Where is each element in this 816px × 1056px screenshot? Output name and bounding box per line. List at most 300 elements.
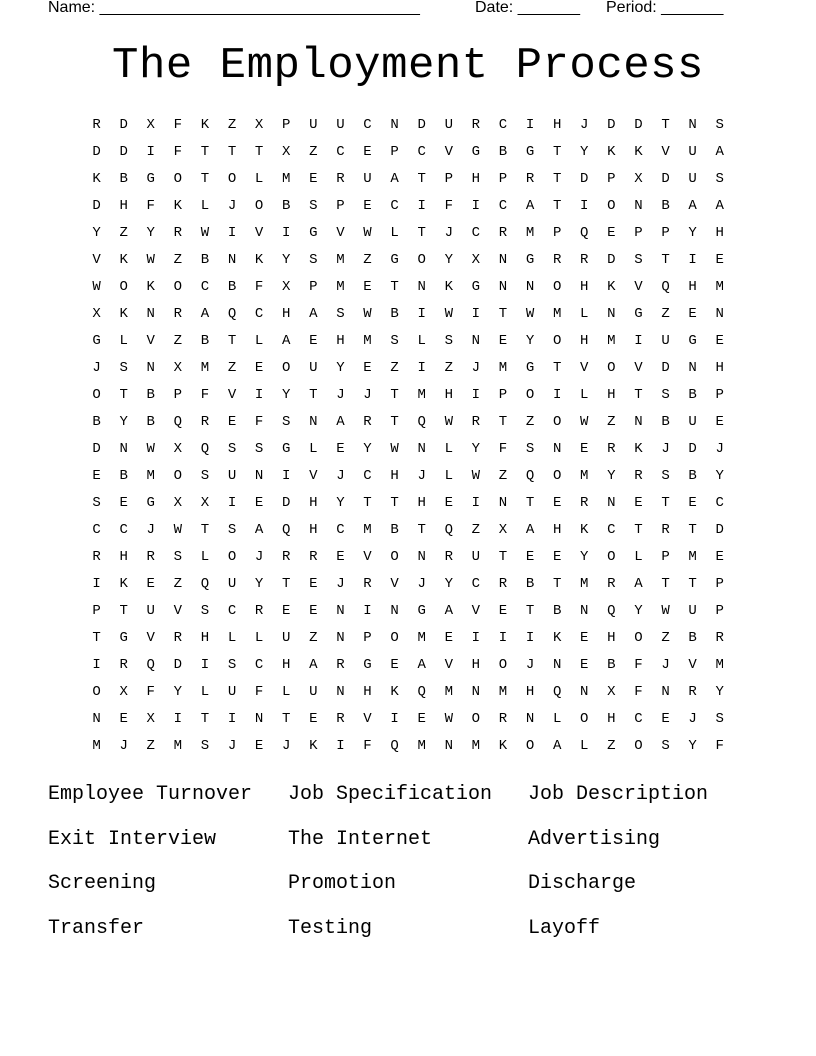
grid-letter: P bbox=[498, 387, 508, 403]
grid-letter: O bbox=[227, 171, 237, 187]
grid-letter: O bbox=[498, 657, 508, 673]
grid-letter: V bbox=[309, 468, 318, 484]
grid-letter: K bbox=[607, 144, 616, 160]
grid-letter: M bbox=[607, 333, 616, 349]
grid-letter: H bbox=[580, 279, 589, 295]
grid-letter: E bbox=[282, 603, 291, 619]
grid-letter: G bbox=[390, 252, 399, 268]
word-bank-item: Job Description bbox=[528, 783, 709, 806]
grid-letter: R bbox=[580, 252, 589, 268]
grid-letter: W bbox=[146, 252, 155, 268]
grid-letter: Q bbox=[417, 414, 426, 430]
grid-letter: K bbox=[119, 252, 128, 268]
grid-letter: B bbox=[200, 252, 210, 268]
grid-letter: Q bbox=[227, 306, 237, 322]
grid-letter: Y bbox=[92, 225, 101, 241]
grid-letter: V bbox=[444, 144, 453, 160]
grid-letter: T bbox=[282, 576, 291, 592]
grid-letter: P bbox=[552, 225, 562, 241]
grid-letter: E bbox=[634, 495, 643, 511]
grid-letter: G bbox=[525, 144, 535, 160]
grid-letter: S bbox=[444, 333, 453, 349]
grid-letter: T bbox=[119, 603, 128, 619]
grid-letter: S bbox=[715, 711, 724, 727]
grid-letter: H bbox=[390, 468, 399, 484]
grid-letter: Z bbox=[146, 738, 155, 754]
grid-letter: W bbox=[444, 711, 453, 727]
grid-letter: M bbox=[417, 630, 426, 646]
grid-letter: C bbox=[471, 576, 481, 592]
grid-letter: P bbox=[444, 171, 453, 187]
grid-letter: N bbox=[417, 549, 426, 565]
grid-letter: N bbox=[498, 279, 508, 295]
grid-letter: T bbox=[282, 711, 291, 727]
grid-letter: O bbox=[227, 549, 237, 565]
grid-letter: R bbox=[580, 495, 589, 511]
grid-letter: R bbox=[498, 576, 508, 592]
grid-letter: Q bbox=[200, 576, 210, 592]
grid-letter: N bbox=[471, 684, 481, 700]
grid-letter: U bbox=[688, 414, 697, 430]
grid-letter: U bbox=[336, 117, 345, 133]
word-bank-item: Testing bbox=[288, 916, 373, 940]
grid-letter: G bbox=[688, 333, 697, 349]
grid-letter: G bbox=[146, 171, 155, 187]
grid-letter: R bbox=[336, 171, 345, 187]
grid-letter: K bbox=[146, 279, 155, 295]
grid-letter: M bbox=[580, 468, 589, 484]
grid-letter: C bbox=[715, 495, 724, 511]
grid-letter: S bbox=[227, 657, 237, 673]
grid-letter: R bbox=[173, 306, 183, 322]
grid-letter: M bbox=[336, 279, 345, 295]
grid-letter: E bbox=[254, 360, 264, 376]
grid-letter: N bbox=[552, 657, 562, 673]
grid-letter: W bbox=[444, 414, 453, 430]
grid-letter: L bbox=[309, 441, 318, 457]
grid-letter: V bbox=[146, 630, 155, 646]
grid-letter: K bbox=[580, 522, 589, 538]
grid-letter: B bbox=[227, 279, 237, 295]
grid-letter: T bbox=[254, 144, 264, 160]
grid-letter: S bbox=[390, 333, 399, 349]
grid-letter: M bbox=[444, 684, 453, 700]
grid-letter: I bbox=[227, 225, 237, 241]
grid-letter: D bbox=[661, 360, 670, 376]
grid-letter: L bbox=[444, 441, 453, 457]
grid-letter: C bbox=[254, 306, 264, 322]
grid-row bbox=[83, 301, 733, 328]
grid-letter: K bbox=[309, 738, 318, 754]
grid-letter: I bbox=[552, 387, 562, 403]
grid-letter: H bbox=[525, 684, 535, 700]
grid-letter: N bbox=[715, 306, 724, 322]
grid-letter: J bbox=[119, 738, 128, 754]
grid-letter: R bbox=[363, 576, 372, 592]
word-bank-item: Advertising bbox=[528, 827, 661, 851]
grid-letter: Z bbox=[309, 630, 318, 646]
grid-letter: E bbox=[336, 549, 345, 565]
grid-letter: O bbox=[471, 711, 481, 727]
grid-letter: O bbox=[607, 360, 616, 376]
grid-letter: X bbox=[146, 711, 155, 727]
grid-letter: H bbox=[715, 225, 724, 241]
grid-letter: A bbox=[552, 738, 562, 754]
grid-letter: Z bbox=[498, 468, 508, 484]
grid-letter: S bbox=[525, 441, 535, 457]
grid-letter: C bbox=[336, 522, 345, 538]
grid-letter: B bbox=[146, 387, 155, 403]
grid-letter: T bbox=[200, 171, 210, 187]
grid-letter: E bbox=[688, 495, 697, 511]
grid-letter: F bbox=[146, 684, 155, 700]
grid-letter: M bbox=[471, 738, 481, 754]
word-bank-item: Transfer bbox=[48, 916, 145, 940]
grid-letter: D bbox=[661, 171, 670, 187]
grid-letter: P bbox=[634, 225, 643, 241]
grid-letter: W bbox=[173, 522, 183, 538]
grid-letter: E bbox=[254, 738, 264, 754]
grid-letter: R bbox=[92, 549, 101, 565]
grid-letter: K bbox=[119, 306, 128, 322]
grid-letter: D bbox=[607, 252, 616, 268]
grid-letter: N bbox=[580, 603, 589, 619]
grid-letter: Y bbox=[715, 684, 724, 700]
grid-letter: N bbox=[417, 279, 426, 295]
grid-letter: J bbox=[336, 576, 345, 592]
grid-letter: M bbox=[417, 738, 426, 754]
grid-letter: Z bbox=[444, 360, 453, 376]
grid-letter: V bbox=[336, 225, 345, 241]
grid-letter: N bbox=[525, 711, 535, 727]
grid-letter: I bbox=[336, 738, 345, 754]
grid-letter: J bbox=[146, 522, 155, 538]
grid-letter: A bbox=[309, 657, 318, 673]
grid-letter: N bbox=[607, 306, 616, 322]
grid-letter: X bbox=[92, 306, 101, 322]
word-bank-item: Exit Interview bbox=[48, 827, 217, 851]
grid-letter: F bbox=[498, 441, 508, 457]
grid-letter: I bbox=[471, 630, 481, 646]
grid-letter: S bbox=[634, 252, 643, 268]
grid-letter: P bbox=[607, 171, 616, 187]
grid-letter: N bbox=[336, 630, 345, 646]
name-field-label[interactable]: Name: ____________________________________ bbox=[48, 0, 420, 16]
grid-letter: B bbox=[498, 144, 508, 160]
grid-letter: C bbox=[363, 117, 372, 133]
grid-letter: Y bbox=[282, 252, 291, 268]
grid-letter: F bbox=[254, 684, 264, 700]
grid-letter: K bbox=[552, 630, 562, 646]
grid-letter: N bbox=[119, 441, 128, 457]
grid-letter: R bbox=[498, 711, 508, 727]
grid-letter: B bbox=[200, 333, 210, 349]
grid-letter: D bbox=[119, 144, 128, 160]
grid-letter: T bbox=[634, 387, 643, 403]
grid-letter: T bbox=[417, 225, 426, 241]
grid-letter: G bbox=[471, 144, 481, 160]
grid-letter: H bbox=[607, 711, 616, 727]
grid-letter: T bbox=[552, 144, 562, 160]
grid-letter: R bbox=[471, 414, 481, 430]
grid-letter: F bbox=[254, 414, 264, 430]
date-field-label[interactable]: Date: _______ bbox=[475, 0, 580, 16]
grid-letter: T bbox=[200, 522, 210, 538]
grid-letter: M bbox=[282, 171, 291, 187]
grid-letter: R bbox=[634, 468, 643, 484]
grid-letter: I bbox=[471, 495, 481, 511]
grid-letter: M bbox=[417, 387, 426, 403]
grid-letter: H bbox=[363, 684, 372, 700]
grid-letter: J bbox=[282, 738, 291, 754]
grid-letter: V bbox=[661, 144, 670, 160]
word-bank-item: Employee Turnover bbox=[48, 783, 253, 806]
grid-letter: I bbox=[92, 657, 101, 673]
grid-letter: V bbox=[634, 279, 643, 295]
grid-letter: D bbox=[634, 117, 643, 133]
grid-letter: R bbox=[715, 630, 724, 646]
student-info-header bbox=[48, 0, 748, 20]
grid-letter: L bbox=[254, 630, 264, 646]
grid-letter: E bbox=[309, 603, 318, 619]
grid-letter: T bbox=[688, 576, 697, 592]
grid-letter: E bbox=[715, 252, 724, 268]
grid-letter: S bbox=[715, 171, 724, 187]
grid-letter: V bbox=[634, 360, 643, 376]
grid-letter: X bbox=[146, 117, 155, 133]
grid-letter: Y bbox=[444, 252, 453, 268]
grid-letter: L bbox=[282, 684, 291, 700]
grid-letter: Z bbox=[173, 252, 183, 268]
grid-row bbox=[83, 544, 733, 571]
grid-letter: L bbox=[580, 738, 589, 754]
grid-letter: C bbox=[200, 279, 210, 295]
grid-letter: I bbox=[634, 333, 643, 349]
grid-letter: E bbox=[580, 630, 589, 646]
grid-letter: N bbox=[688, 360, 697, 376]
grid-row bbox=[83, 436, 733, 463]
grid-letter: E bbox=[119, 495, 128, 511]
grid-letter: Q bbox=[525, 468, 535, 484]
grid-letter: N bbox=[417, 441, 426, 457]
grid-letter: Y bbox=[580, 144, 589, 160]
grid-letter: P bbox=[715, 603, 724, 619]
grid-letter: P bbox=[336, 198, 345, 214]
grid-row bbox=[83, 220, 733, 247]
grid-letter: C bbox=[254, 657, 264, 673]
grid-letter: Z bbox=[227, 117, 237, 133]
grid-letter: I bbox=[173, 711, 183, 727]
grid-letter: O bbox=[390, 630, 399, 646]
grid-letter: C bbox=[471, 225, 481, 241]
grid-letter: S bbox=[173, 549, 183, 565]
grid-letter: L bbox=[580, 306, 589, 322]
grid-letter: E bbox=[444, 495, 453, 511]
grid-letter: V bbox=[227, 387, 237, 403]
grid-letter: I bbox=[417, 360, 426, 376]
grid-letter: G bbox=[634, 306, 643, 322]
period-field-label[interactable]: Period: _______ bbox=[606, 0, 724, 16]
grid-letter: J bbox=[525, 657, 535, 673]
grid-letter: T bbox=[390, 414, 399, 430]
grid-letter: X bbox=[471, 252, 481, 268]
grid-letter: A bbox=[390, 171, 399, 187]
grid-letter: W bbox=[444, 306, 453, 322]
grid-letter: A bbox=[688, 198, 697, 214]
grid-letter: W bbox=[200, 225, 210, 241]
grid-letter: H bbox=[688, 279, 697, 295]
grid-letter: I bbox=[146, 144, 155, 160]
grid-letter: U bbox=[309, 684, 318, 700]
grid-letter: M bbox=[715, 657, 724, 673]
grid-letter: I bbox=[525, 630, 535, 646]
grid-letter: R bbox=[552, 252, 562, 268]
grid-letter: L bbox=[580, 387, 589, 403]
grid-letter: B bbox=[92, 414, 101, 430]
grid-letter: X bbox=[498, 522, 508, 538]
grid-letter: V bbox=[580, 360, 589, 376]
grid-letter: E bbox=[715, 549, 724, 565]
grid-letter: H bbox=[282, 657, 291, 673]
grid-letter: H bbox=[471, 657, 481, 673]
grid-letter: D bbox=[92, 198, 101, 214]
grid-letter: B bbox=[552, 603, 562, 619]
word-bank bbox=[48, 780, 768, 958]
grid-letter: W bbox=[525, 306, 535, 322]
grid-letter: B bbox=[688, 630, 697, 646]
grid-letter: Z bbox=[119, 225, 128, 241]
grid-letter: F bbox=[363, 738, 372, 754]
grid-letter: M bbox=[363, 522, 372, 538]
grid-letter: Y bbox=[607, 468, 616, 484]
grid-letter: N bbox=[254, 468, 264, 484]
grid-letter: I bbox=[580, 198, 589, 214]
grid-letter: L bbox=[552, 711, 562, 727]
grid-letter: X bbox=[282, 144, 291, 160]
grid-letter: I bbox=[471, 387, 481, 403]
grid-letter: B bbox=[390, 306, 399, 322]
grid-letter: J bbox=[417, 576, 426, 592]
grid-letter: Q bbox=[580, 225, 589, 241]
grid-letter: X bbox=[119, 684, 128, 700]
grid-letter: H bbox=[336, 333, 345, 349]
grid-letter: L bbox=[417, 333, 426, 349]
grid-letter: U bbox=[146, 603, 155, 619]
grid-letter: V bbox=[146, 333, 155, 349]
grid-letter: Y bbox=[119, 414, 128, 430]
grid-letter: R bbox=[173, 225, 183, 241]
grid-letter: J bbox=[444, 225, 453, 241]
grid-letter: C bbox=[634, 711, 643, 727]
grid-letter: Q bbox=[282, 522, 291, 538]
grid-letter: G bbox=[363, 657, 372, 673]
grid-letter: E bbox=[498, 603, 508, 619]
grid-letter: K bbox=[119, 576, 128, 592]
grid-letter: E bbox=[336, 441, 345, 457]
grid-letter: R bbox=[688, 684, 697, 700]
grid-letter: I bbox=[254, 387, 264, 403]
grid-letter: P bbox=[715, 576, 724, 592]
grid-letter: S bbox=[309, 198, 318, 214]
grid-row bbox=[83, 625, 733, 652]
grid-letter: T bbox=[417, 522, 426, 538]
grid-letter: Q bbox=[146, 657, 155, 673]
grid-letter: K bbox=[200, 117, 210, 133]
grid-row bbox=[83, 463, 733, 490]
grid-letter: O bbox=[580, 711, 589, 727]
grid-letter: J bbox=[417, 468, 426, 484]
grid-letter: P bbox=[390, 144, 399, 160]
grid-letter: M bbox=[146, 468, 155, 484]
grid-letter: V bbox=[390, 576, 399, 592]
grid-letter: N bbox=[634, 414, 643, 430]
grid-letter: A bbox=[715, 144, 724, 160]
grid-letter: W bbox=[363, 306, 372, 322]
grid-letter: L bbox=[390, 225, 399, 241]
grid-letter: J bbox=[336, 387, 345, 403]
grid-letter: S bbox=[227, 441, 237, 457]
grid-letter: U bbox=[688, 144, 697, 160]
grid-row bbox=[83, 706, 733, 733]
grid-letter: D bbox=[119, 117, 128, 133]
grid-letter: T bbox=[552, 360, 562, 376]
grid-letter: Y bbox=[444, 576, 453, 592]
grid-letter: G bbox=[146, 495, 155, 511]
grid-letter: G bbox=[282, 441, 291, 457]
grid-letter: E bbox=[363, 198, 372, 214]
grid-letter: P bbox=[173, 387, 183, 403]
grid-row bbox=[83, 733, 733, 760]
grid-letter: H bbox=[119, 549, 128, 565]
grid-letter: O bbox=[634, 738, 643, 754]
grid-letter: F bbox=[715, 738, 724, 754]
grid-letter: N bbox=[525, 279, 535, 295]
grid-letter: A bbox=[417, 657, 426, 673]
grid-letter: T bbox=[227, 333, 237, 349]
grid-letter: T bbox=[552, 576, 562, 592]
grid-letter: C bbox=[336, 144, 345, 160]
grid-letter: U bbox=[227, 684, 237, 700]
grid-letter: E bbox=[146, 576, 155, 592]
word-bank-item: Discharge bbox=[528, 872, 637, 895]
grid-letter: L bbox=[200, 198, 210, 214]
grid-letter: Z bbox=[661, 630, 670, 646]
grid-letter: N bbox=[444, 738, 453, 754]
grid-letter: W bbox=[661, 603, 670, 619]
grid-row bbox=[83, 382, 733, 409]
grid-letter: Z bbox=[227, 360, 237, 376]
word-bank-item: Job Specification bbox=[288, 783, 493, 806]
grid-letter: D bbox=[92, 144, 101, 160]
grid-letter: J bbox=[661, 657, 670, 673]
grid-letter: Z bbox=[525, 414, 535, 430]
grid-letter: R bbox=[309, 549, 318, 565]
grid-letter: E bbox=[309, 576, 318, 592]
grid-letter: C bbox=[498, 117, 508, 133]
grid-letter: X bbox=[173, 495, 183, 511]
grid-letter: Z bbox=[471, 522, 481, 538]
grid-letter: X bbox=[254, 117, 264, 133]
grid-letter: L bbox=[444, 468, 453, 484]
grid-letter: I bbox=[688, 252, 697, 268]
grid-letter: R bbox=[282, 549, 291, 565]
grid-letter: H bbox=[417, 495, 426, 511]
grid-letter: N bbox=[390, 603, 399, 619]
grid-letter: T bbox=[390, 387, 399, 403]
grid-letter: U bbox=[309, 117, 318, 133]
grid-letter: X bbox=[607, 684, 616, 700]
grid-letter: O bbox=[552, 333, 562, 349]
